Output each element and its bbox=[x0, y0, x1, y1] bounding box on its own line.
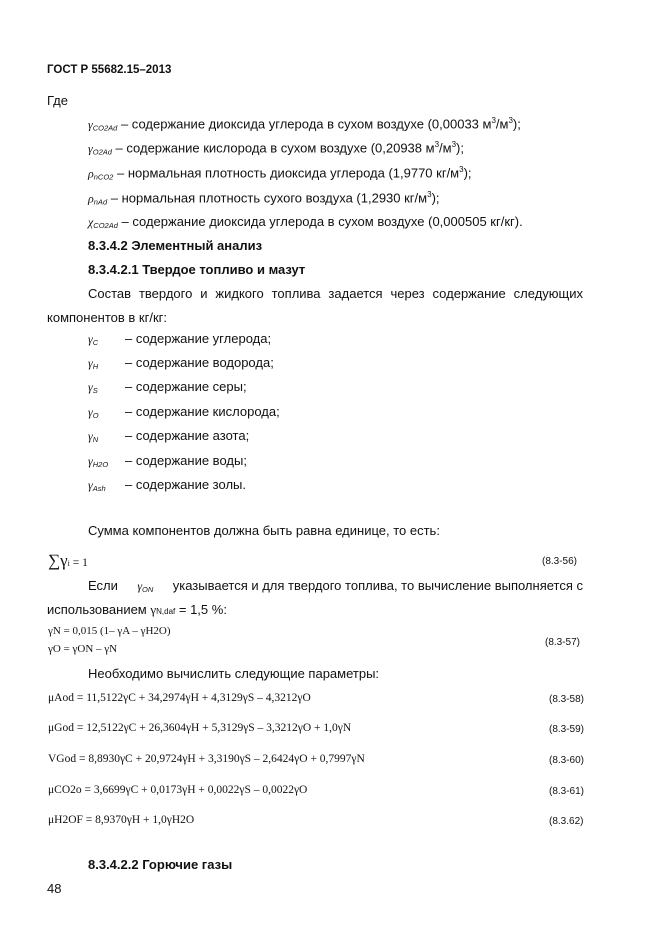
symbol-group: γN,daf bbox=[150, 602, 176, 617]
symbol: ρ bbox=[88, 166, 94, 181]
equation-57-line-2: γO = γON – γN bbox=[48, 643, 118, 655]
page-number: 48 bbox=[47, 881, 62, 896]
subscript: H bbox=[92, 362, 99, 371]
paragraph-text: = 1,5 %: bbox=[178, 602, 227, 617]
definition-item bbox=[88, 214, 523, 230]
component-text: – содержание воды; bbox=[125, 453, 247, 468]
paragraph-line bbox=[47, 602, 227, 618]
definition-text: – содержание диоксида углерода в сухом воздухе (0,00033 м bbox=[120, 116, 492, 132]
equation-61: μCO2o = 3,6699γC + 0,0173γH + 0,0022γS – 0,0022γO bbox=[48, 784, 308, 796]
equation-number: (8.3-56) bbox=[542, 556, 578, 567]
equation-number: (8.3-58) bbox=[549, 694, 585, 705]
equation-number: (8.3-61) bbox=[549, 786, 585, 797]
subscript: i bbox=[67, 559, 70, 568]
document-header: ГОСТ Р 55682.15–2013 bbox=[47, 64, 172, 76]
paragraph-text: указывается и для твердого топлива, то вычисление выполняется с bbox=[172, 578, 583, 593]
component-text: – содержание кислорода; bbox=[125, 404, 280, 419]
component-text: – содержание золы. bbox=[125, 477, 246, 492]
paragraph-line bbox=[88, 578, 583, 594]
equation-number: (8.3-60) bbox=[549, 755, 585, 766]
definition-text: ); bbox=[431, 190, 440, 206]
gamma-symbol: γ bbox=[88, 356, 93, 370]
gamma-symbol: γ bbox=[88, 405, 93, 419]
gamma-symbol: γ bbox=[88, 454, 93, 468]
definition-item bbox=[88, 116, 521, 132]
equation-number: (8.3-59) bbox=[549, 724, 585, 735]
subscript: C bbox=[92, 338, 99, 347]
definition-text: ); bbox=[512, 116, 521, 132]
symbol: ρ bbox=[88, 191, 94, 206]
superscript: 3 bbox=[451, 140, 457, 149]
component-item bbox=[88, 428, 98, 444]
definition-text: – содержание кислорода в сухом воздухе (0,20938 м bbox=[115, 140, 435, 156]
gamma-symbol: γ bbox=[137, 579, 143, 593]
component-item bbox=[88, 379, 98, 395]
equation-59: μGod = 12,5122γC + 26,3604γH + 5,3129γS – 3,3212γO + 1,0γN bbox=[48, 722, 352, 734]
subsection-heading: 8.3.4.2.2 Горючие газы bbox=[88, 857, 233, 872]
gamma-symbol: γ bbox=[88, 478, 93, 492]
component-item bbox=[88, 331, 98, 347]
superscript: 3 bbox=[434, 140, 440, 149]
superscript: 3 bbox=[508, 116, 513, 125]
component-item bbox=[88, 477, 106, 493]
subscript: nAd bbox=[93, 197, 108, 207]
sum-expression: ∑γ bbox=[48, 551, 68, 570]
definition-text: /м bbox=[495, 116, 509, 132]
equation-number: (8.3.62) bbox=[549, 816, 584, 827]
superscript: 3 bbox=[427, 190, 432, 199]
subscript: N,daf bbox=[156, 607, 176, 616]
equation-62: μH2OF = 8,9370γH + 1,0γH2O bbox=[48, 814, 195, 826]
equation-rhs: = 1 bbox=[72, 557, 88, 569]
definition-item bbox=[88, 140, 464, 156]
equation-number: (8.3-57) bbox=[545, 637, 581, 648]
where-label: Где bbox=[47, 93, 68, 108]
paragraph-line: Сумма компонентов должна быть равна единице, то есть: bbox=[88, 523, 440, 538]
subscript: H2O bbox=[92, 460, 109, 469]
definition-item bbox=[88, 190, 440, 206]
subscript: S bbox=[92, 386, 98, 395]
definition-text: – нормальная плотность сухого воздуха (1,2930 кг/м bbox=[110, 190, 428, 206]
paragraph-line: Необходимо вычислить следующие параметры: bbox=[88, 666, 380, 681]
subscript: nCO2 bbox=[93, 172, 114, 182]
gamma-symbol: γ bbox=[88, 429, 93, 443]
definition-text: ); bbox=[456, 140, 464, 156]
gamma-symbol: γ bbox=[88, 332, 93, 346]
subscript: O2Ad bbox=[92, 147, 112, 157]
symbol: γ bbox=[88, 141, 93, 156]
gamma-symbol: γ bbox=[88, 380, 93, 394]
paragraph-line: Состав твердого и жидкого топлива задается через содержание следующих bbox=[88, 286, 583, 301]
subsection-heading: 8.3.4.2.1 Твердое топливо и мазут bbox=[88, 262, 306, 277]
component-text: – содержание серы; bbox=[125, 379, 247, 394]
paragraph-text: Если bbox=[88, 578, 118, 593]
subscript: CO2Ad bbox=[93, 221, 118, 230]
definition-text: – нормальная плотность диоксида углерода (1,9770 кг/м bbox=[116, 165, 460, 181]
definition-text: – содержание диоксида углерода в сухом воздухе (0,000505 кг/кг). bbox=[121, 214, 523, 229]
subscript: O bbox=[92, 411, 99, 420]
subscript: N bbox=[92, 435, 99, 444]
symbol-group bbox=[137, 578, 153, 594]
subscript: ON bbox=[142, 585, 154, 594]
definition-text: /м bbox=[439, 140, 452, 156]
definition-item bbox=[88, 165, 472, 181]
component-text: – содержание углерода; bbox=[125, 331, 272, 346]
equation-56 bbox=[48, 551, 88, 571]
symbol: χ bbox=[88, 215, 94, 229]
equation-57-line-1: γN = 0,015 (1– γA – γH2O) bbox=[48, 625, 171, 637]
equation-60: VGod = 8,8930γC + 20,9724γH + 3,3190γS – 2,6424γO + 0,7997γN bbox=[48, 753, 365, 765]
superscript: 3 bbox=[459, 165, 464, 174]
section-heading: 8.3.4.2 Элементный анализ bbox=[88, 238, 263, 253]
definition-text: ); bbox=[463, 165, 472, 181]
component-item bbox=[88, 355, 98, 371]
component-text: – содержание водорода; bbox=[125, 355, 274, 370]
paragraph-text: использованием bbox=[47, 602, 147, 617]
equation-58: μAod = 11,5122γC + 34,2974γH + 4,3129γS – 4,3212γO bbox=[48, 692, 311, 704]
paragraph-line: компонентов в кг/кг: bbox=[47, 310, 168, 325]
subscript: Ash bbox=[92, 484, 106, 493]
symbol: γ bbox=[88, 117, 93, 132]
component-text: – содержание азота; bbox=[125, 428, 250, 443]
subscript: CO2Ad bbox=[92, 123, 118, 133]
component-item bbox=[88, 404, 99, 420]
superscript: 3 bbox=[491, 116, 496, 125]
component-item bbox=[88, 453, 108, 469]
